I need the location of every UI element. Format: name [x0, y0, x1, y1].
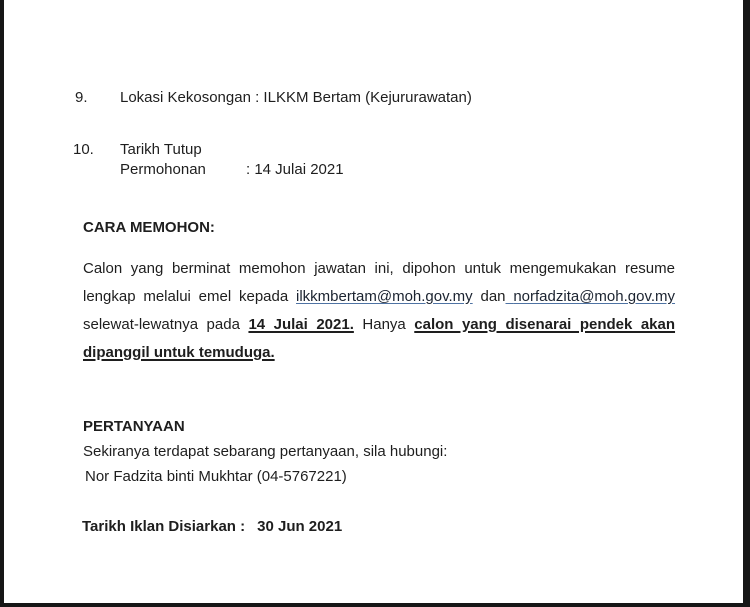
inquiry-contact: Nor Fadzita binti Mukhtar (04-5767221) [85, 468, 347, 485]
scan-edge-right [743, 0, 750, 607]
paragraph-line-4 [83, 339, 675, 367]
paragraph-line-3-prefix: selewat-lewatnya pada [83, 316, 240, 333]
item-10-value: : 14 Julai 2021 [246, 161, 344, 178]
paragraph-line-1-text: Calon yang berminat memohon jawatan ini, dipohon untuk mengemukakan resume [83, 260, 675, 277]
item-10-label-line2: Permohonan [120, 161, 206, 178]
publication-date-row [82, 517, 342, 536]
publication-date-label: Tarikh Iklan Disiarkan : [82, 518, 246, 535]
publication-date-value: 30 Jun 2021 [257, 518, 343, 535]
paragraph-line-2 [83, 283, 675, 311]
paragraph-line-3-middle: Hanya [362, 316, 406, 333]
paragraph-line-2-prefix: lengkap melalui emel kepada [83, 288, 289, 305]
interview-emphasis: dipanggil untuk temuduga. [83, 344, 275, 361]
email-link-norfadzita[interactable]: norfadzita@moh.gov.my [513, 288, 676, 305]
item-10-number: 10. [73, 141, 94, 158]
paragraph-line-2-conjunction: dan [480, 288, 506, 305]
inquiry-line: Sekiranya terdapat sebarang pertanyaan, sila hubungi: [83, 443, 448, 460]
scan-edge-left [0, 0, 4, 607]
inquiry-heading: PERTANYAAN [83, 418, 185, 435]
paragraph-line-3 [83, 311, 675, 339]
how-to-apply-heading: CARA MEMOHON: [83, 219, 215, 236]
how-to-apply-paragraph [83, 255, 675, 367]
item-9-number: 9. [75, 89, 88, 106]
email-link-ilkkmbertam[interactable]: ilkkmbertam@moh.gov.my [296, 288, 473, 305]
deadline-emphasis: 14 Julai 2021. [248, 316, 354, 333]
item-9-label: Lokasi Kekosongan : ILKKM Bertam (Kejururawatan) [120, 89, 472, 106]
item-10-label-line1: Tarikh Tutup [120, 141, 202, 158]
scan-edge-bottom [0, 603, 750, 607]
paragraph-line-1 [83, 255, 675, 283]
shortlist-emphasis: calon yang disenarai pendek akan [414, 316, 676, 333]
